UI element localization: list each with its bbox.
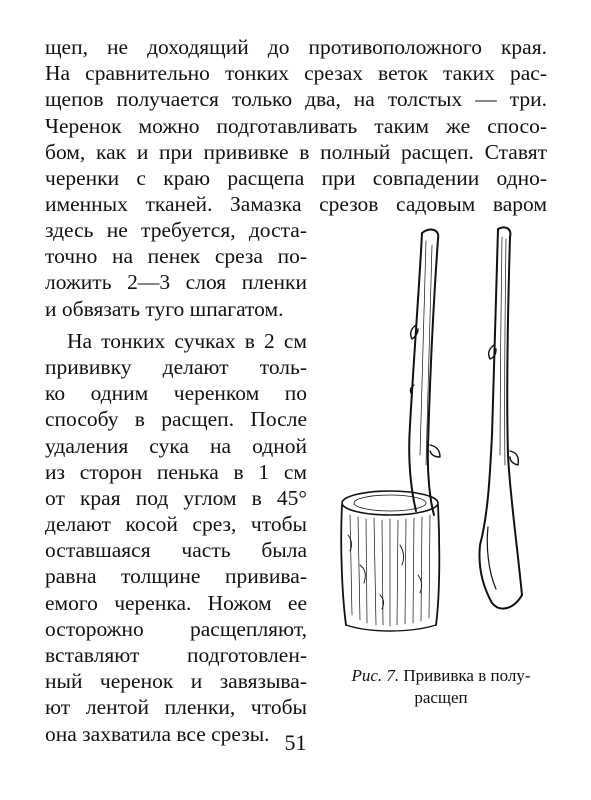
text-line: ложить 2—3 слоя пленки xyxy=(45,270,307,295)
full-width-text xyxy=(45,34,547,217)
text-line: щеп, не доходящий до противоположного края. xyxy=(45,35,547,59)
scion-prepared-drawing xyxy=(480,227,523,608)
scion-inserted-drawing xyxy=(409,230,440,515)
wrapped-text-column xyxy=(45,217,307,747)
stump-drawing xyxy=(341,491,439,631)
text-line: На сравнительно тонких срезах веток таких рас- xyxy=(45,61,547,86)
text-line: точно на пенек среза по- xyxy=(45,244,307,269)
page-number: 51 xyxy=(284,730,307,755)
text-line: прививку делают толь- xyxy=(45,354,307,379)
figure-caption xyxy=(318,665,564,709)
caption-text-line2: расщеп xyxy=(414,688,468,707)
text-line: от края под углом в 45° xyxy=(45,485,307,510)
text-line: здесь не требуется, доста- xyxy=(45,218,307,242)
text-line: оставшаяся часть была xyxy=(45,538,307,563)
text-line: ко одним черенком по xyxy=(45,381,307,406)
text-line: равна толщине привива- xyxy=(45,564,307,589)
text-line: осторожно расщепляют, xyxy=(45,616,307,641)
text-line: способу в расщеп. После xyxy=(45,407,307,432)
text-line: бом, как и при прививке в полный расщеп. Ставят xyxy=(45,139,547,164)
paragraph-first-line: На тонких сучках в 2 см xyxy=(67,328,307,353)
text-line: ный черенок и завязыва- xyxy=(45,669,307,694)
text-line: она захватила все срезы. xyxy=(45,721,270,746)
text-line: щепов получается только два, на толстых — три. xyxy=(45,87,547,112)
text-line: черенки с краю расщепа при совпадении одно- xyxy=(45,165,547,190)
text-line: и обвязать туго шпагатом. xyxy=(45,296,284,321)
text-line: именных тканей. Замазка срезов садовым варом xyxy=(45,192,547,217)
text-line: делают косой срез, чтобы xyxy=(45,512,307,537)
text-line: ют лентой пленки, чтобы xyxy=(45,695,307,720)
text-line: Черенок можно подготавливать таким же спосо- xyxy=(45,113,547,138)
text-line: емого черенка. Ножом ее xyxy=(45,590,307,615)
caption-label: Рис. 7. xyxy=(351,666,400,685)
grafting-illustration xyxy=(330,215,560,655)
caption-text-line1: Прививка в полу- xyxy=(399,666,531,685)
text-line: из сторон пенька в 1 см xyxy=(45,459,307,484)
text-line: вставляют подготовлен- xyxy=(45,643,307,667)
text-line: удаления сука на одной xyxy=(45,433,307,458)
